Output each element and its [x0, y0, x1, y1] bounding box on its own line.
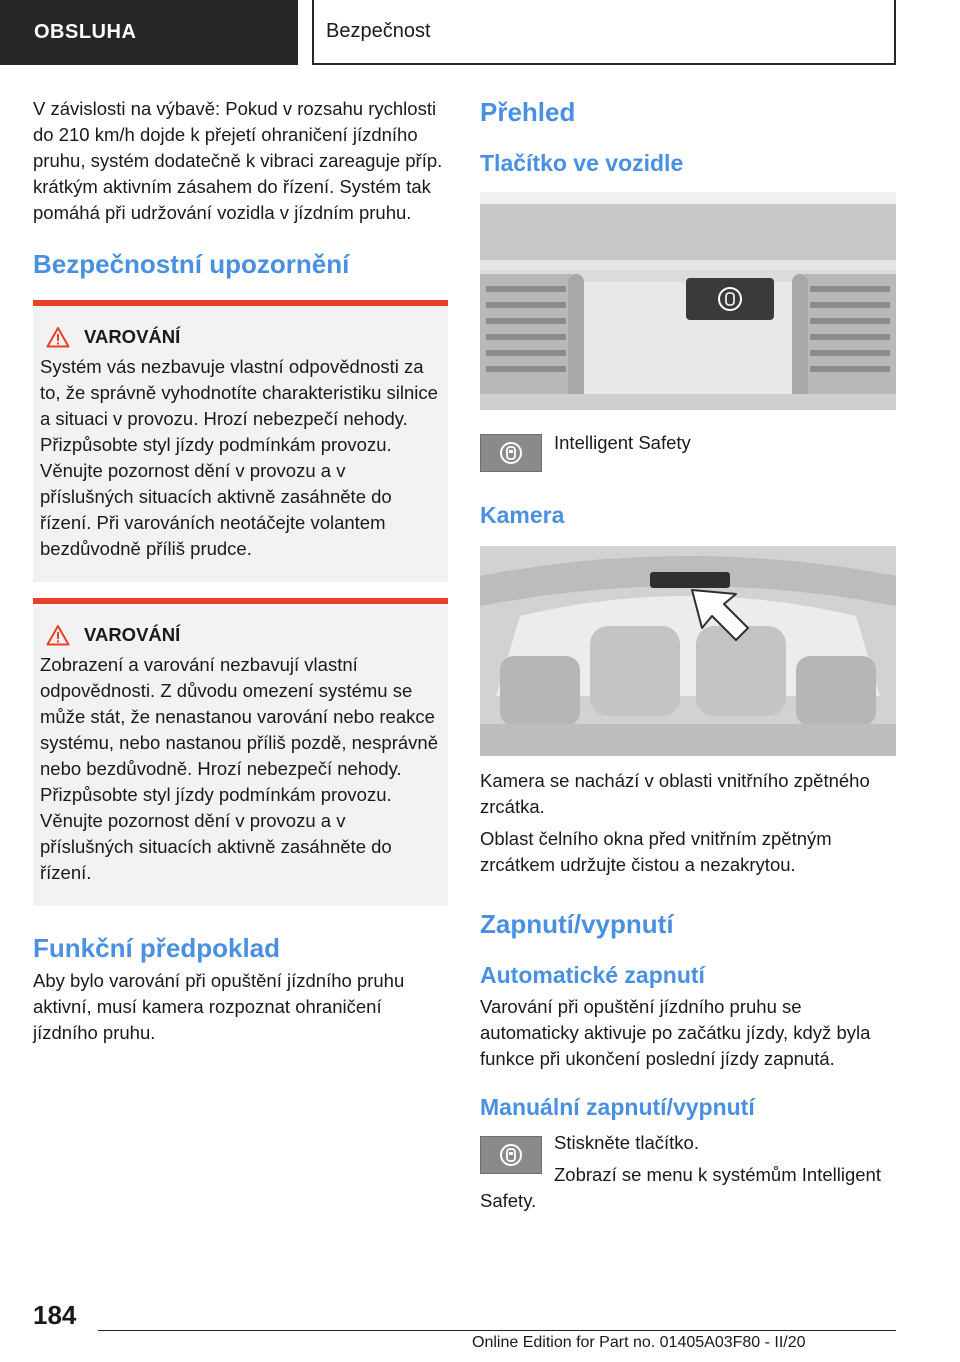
dashboard-button-photo [480, 192, 896, 410]
warning-triangle-icon [46, 326, 70, 348]
warning-triangle-icon [46, 624, 70, 646]
warning-title-1 [40, 326, 440, 348]
precondition-heading: Funkční předpoklad [33, 933, 281, 963]
camera-text-1: Kamera se nachází v oblasti vnitřního zpětného zrcátka. [480, 770, 870, 817]
camera-heading: Kamera [480, 502, 565, 528]
onoff-heading: Zapnutí/vypnutí [480, 909, 674, 939]
air-vent-left [480, 274, 572, 394]
manual-text-2: Zobrazí se menu k systémům Intelligent Safety. [480, 1164, 881, 1211]
manual-heading: Manuální zapnutí/vypnutí [480, 1094, 755, 1120]
camera-text-2: Oblast čelního okna před vnitřním zpětným zrcátkem udržujte čistou a nezakrytou. [480, 828, 832, 875]
warning-title-text-1: VAROVÁNÍ [84, 326, 181, 347]
camera-location-photo [480, 546, 896, 756]
button-label: Intelligent Safety [554, 432, 691, 453]
footer-divider [98, 1330, 896, 1331]
precondition-text: Aby bylo varování při opuštění jízdního pruhu aktivní, musí kamera rozpoznat ohraničení jízdního pruhu. [33, 970, 405, 1043]
button-heading: Tlačítko ve vozidle [480, 150, 684, 176]
button-legend [480, 430, 896, 472]
header-section-label: OBSLUHA [34, 21, 137, 43]
safety-heading: Bezpečnostní upozornění [33, 249, 350, 279]
warning-text-1: Systém vás nezbavuje vlastní odpovědnosti za to, že správně vyhodnotíte charakteristiku silnice a situaci v provozu. Hrozí nebezpečí nehody. Přizpůsobte styl jízdy podmínkám provozu. Věnujte pozornost dění v provozu a v příslušných situacích aktivně zasáhněte do řízení. Při varováních neotáčejte volantem bezdůvodně příliš prudce. [40, 356, 438, 559]
right-column [480, 96, 896, 1214]
left-column [33, 96, 448, 1046]
intelligent-safety-icon [480, 1136, 542, 1174]
intelligent-safety-icon [480, 434, 542, 472]
page-number: 184 [33, 1300, 77, 1330]
warning-box-2 [33, 598, 448, 906]
manual-text-1: Stiskněte tlačítko. [554, 1132, 699, 1153]
auto-heading: Automatické zapnutí [480, 962, 705, 988]
warning-box-1 [33, 300, 448, 582]
warning-text-2: Zobrazení a varování nezbavují vlastní odpovědnosti. Z důvodu omezení systému se může stát, že nenastanou varování nebo reakce systému, nebo nastanou příliš pozdě, nesprávně nebo bezdůvodně. Hrozí nebezpečí nehody. Přizpůsobte styl jízdy podmínkám provozu. Věnujte pozornost dění v provozu a v příslušných situacích aktivně zasáhněte do řízení. [40, 654, 438, 883]
header-chapter-label: Bezpečnost [326, 20, 431, 42]
footer-edition: Online Edition for Part no. 01405A03F80 - II/20 [472, 1334, 806, 1351]
air-vent-right [804, 274, 896, 394]
header-section [0, 0, 298, 65]
auto-text: Varování při opuštění jízdního pruhu se automaticky aktivuje po začátku jízdy, když byla funkce při ukončení poslední jízdy zapnutá. [480, 996, 871, 1069]
header-chapter [312, 0, 896, 65]
overview-heading: Přehled [480, 97, 576, 127]
intro-paragraph: V závislosti na výbavě: Pokud v rozsahu rychlosti do 210 km/h dojde k přejetí ohraničení jízdního pruhu, systém dodatečně k vibraci zareaguje příp. krátkým aktivním zásahem do řízení. Systém tak pomáhá při udržování vozidla v jízdním pruhu. [33, 98, 443, 223]
manual-instructions [480, 1130, 896, 1214]
warning-title-2 [40, 624, 440, 646]
warning-title-text-2: VAROVÁNÍ [84, 624, 181, 645]
